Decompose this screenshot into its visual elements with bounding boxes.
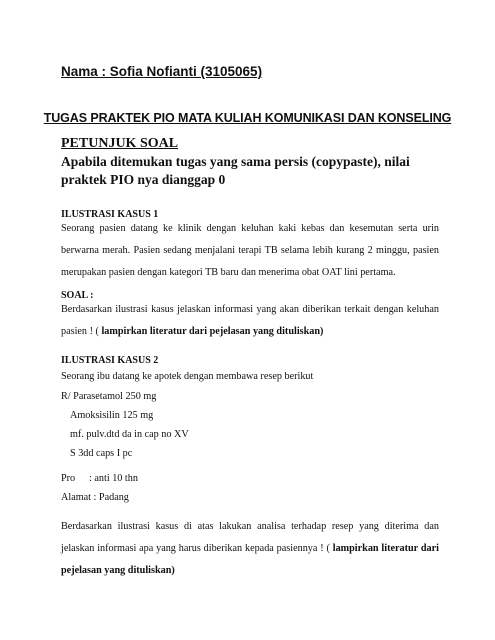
prescription-line: S 3dd caps I pc xyxy=(70,448,133,459)
prescription-line: R/ Parasetamol 250 mg xyxy=(61,391,157,402)
case1-heading: ILUSTRASI KASUS 1 xyxy=(61,209,159,220)
case2-question-plain: Berdasarkan ilustrasi kasus di atas lakukan analisa terhadap resep yang diterima dan jelaskan informasi apa yang harus diberikan kepada pasiennya ! ( xyxy=(61,521,439,554)
instructions-text: Apabila ditemukan tugas yang sama persis (copypaste), nilai praktek PIO nya dianggap 0 xyxy=(61,154,410,187)
soal-heading: SOAL : xyxy=(61,290,94,301)
case2-intro: Seorang ibu datang ke apotek dengan membawa resep berikut xyxy=(61,371,314,382)
document-title: TUGAS PRAKTEK PIO MATA KULIAH KOMUNIKASI DAN KONSELING xyxy=(43,111,452,125)
case1-text: Seorang pasien datang ke klinik dengan keluhan kaki kebas dan kesemutan serta urin berwarna merah. Pasien sedang menjalani terapi TB selama lebih kurang 2 minggu, pasien merupakan pasien dengan kategori TB baru dan menerima obat OAT lini pertama. xyxy=(61,223,439,278)
student-name: Nama : Sofia Nofianti (3105065) xyxy=(61,64,263,79)
case2-heading: ILUSTRASI KASUS 2 xyxy=(61,355,159,366)
address-line: Alamat : Padang xyxy=(61,492,129,503)
pro-label: Pro xyxy=(61,473,76,484)
soal-text-plain: Berdasarkan ilustrasi kasus jelaskan informasi yang akan diberikan terkait dengan keluhan pasien ! ( xyxy=(61,304,439,337)
soal-text-bold: lampirkan literatur dari pejelasan yang dituliskan) xyxy=(101,326,324,337)
pro-value: : anti 10 thn xyxy=(89,473,138,484)
case2-question xyxy=(61,516,439,582)
instructions-heading: PETUNJUK SOAL xyxy=(61,136,179,151)
case2-question-bold: lampirkan literatur dari pejelasan yang dituliskan) xyxy=(61,543,439,576)
prescription-line: Amoksisilin 125 mg xyxy=(70,410,154,421)
soal-text xyxy=(61,299,439,343)
prescription-line: mf. pulv.dtd da in cap no XV xyxy=(70,429,189,440)
